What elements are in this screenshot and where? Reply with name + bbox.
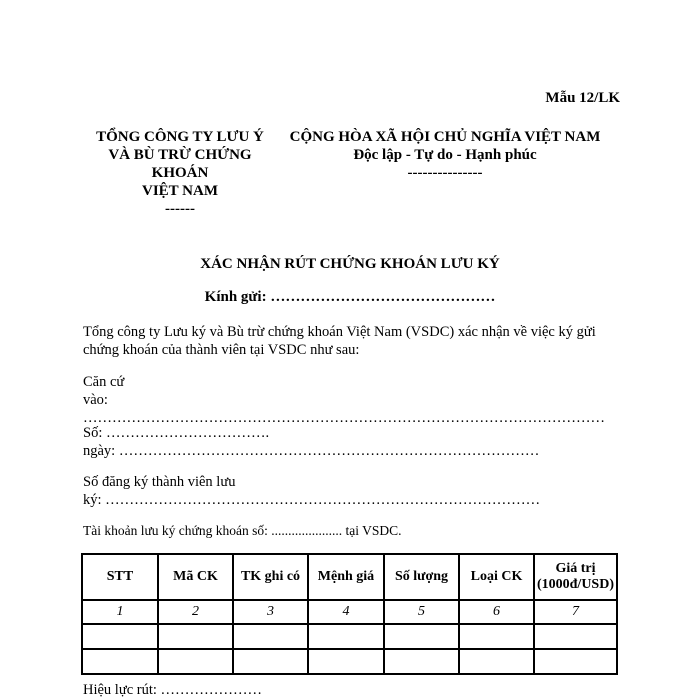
date-label: ngày: …………………………………………………………………………… — [83, 443, 540, 459]
member-registration-field — [83, 473, 628, 509]
table-cell — [158, 649, 233, 674]
column-number: 6 — [459, 600, 534, 624]
greeting-line: Kính gửi: ……………………………………… — [204, 289, 496, 305]
table-cell — [233, 624, 308, 649]
number-date-field — [83, 424, 628, 460]
table-cell — [534, 624, 617, 649]
table-cell — [459, 624, 534, 649]
table-cell — [534, 649, 617, 674]
header-ma-ck: Mã CK — [158, 554, 233, 600]
intro-paragraph: Tổng công ty Lưu ký và Bù trừ chứng khoán Việt Nam (VSDC) xác nhận về việc ký gửi chứng khoán của thành viên tại VSDC như sau: — [83, 324, 596, 358]
org-name-line: TỔNG CÔNG TY LƯU Ý — [96, 129, 264, 145]
header-menh-gia: Mệnh giá — [308, 554, 384, 600]
table-cell — [158, 624, 233, 649]
header-so-luong: Số lượng — [384, 554, 459, 600]
column-number: 3 — [233, 600, 308, 624]
header-stt: STT — [82, 554, 158, 600]
nation-motto: Độc lập - Tự do - Hạnh phúc — [353, 147, 537, 163]
nation-name: CỘNG HÒA XÃ HỘI CHỦ NGHĨA VIỆT NAM — [289, 129, 601, 145]
column-number: 5 — [384, 600, 459, 624]
org-divider: ------ — [165, 201, 195, 217]
account-line: Tài khoản lưu ký chứng khoán số: ..................... tại VSDC. — [83, 523, 402, 538]
table-header-row — [82, 554, 617, 600]
member-label: Số đăng ký thành viên lưu — [83, 474, 236, 490]
table-cell — [459, 649, 534, 674]
column-number: 1 — [82, 600, 158, 624]
column-number: 4 — [308, 600, 384, 624]
validity-line: Hiệu lực rút: ………………… — [83, 682, 263, 698]
header-tk-ghi-co: TK ghi có — [233, 554, 308, 600]
table-cell — [308, 649, 384, 674]
basis-value: vào: ……………………………………………………………………………………………… — [83, 392, 605, 426]
table-row — [82, 624, 617, 649]
basis-label: Căn cứ — [83, 374, 125, 390]
table-cell — [233, 649, 308, 674]
issuing-organization — [80, 128, 280, 218]
member-value: ký: ……………………………………………………………………………… — [83, 492, 541, 508]
org-name-line: KHOÁN — [151, 165, 209, 181]
column-number: 2 — [158, 600, 233, 624]
org-name-line: VÀ BÙ TRỪ CHỨNG — [108, 147, 252, 163]
org-name-line: VIỆT NAM — [142, 183, 218, 199]
form-code: Mẫu 12/LK — [545, 90, 620, 106]
nation-divider: --------------- — [407, 165, 483, 181]
securities-table — [81, 553, 618, 675]
table-cell — [384, 624, 459, 649]
table-number-row — [82, 600, 617, 624]
column-number: 7 — [534, 600, 617, 624]
table-cell — [308, 624, 384, 649]
basis-field — [83, 373, 628, 427]
number-label: Số: ……………………………. — [83, 425, 270, 441]
national-header — [285, 128, 605, 182]
header-gia-tri: Giá trị (1000đ/USD) — [534, 554, 617, 600]
table-cell — [384, 649, 459, 674]
header-loai-ck: Loại CK — [459, 554, 534, 600]
table-cell — [82, 649, 158, 674]
document-title: XÁC NHẬN RÚT CHỨNG KHOÁN LƯU KÝ — [200, 256, 500, 272]
table-cell — [82, 624, 158, 649]
table-row — [82, 649, 617, 674]
